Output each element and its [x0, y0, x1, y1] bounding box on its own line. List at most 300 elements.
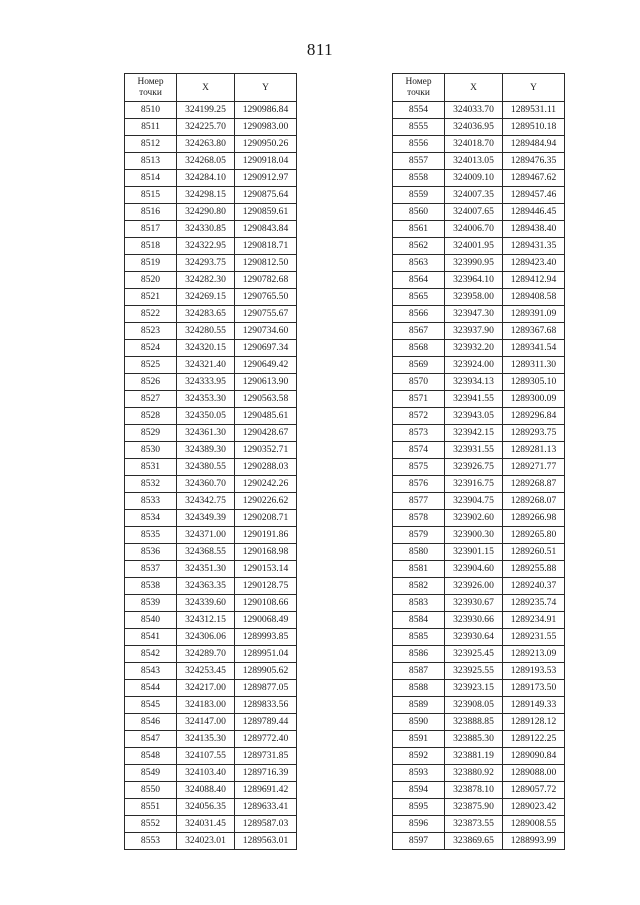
table-row — [125, 714, 297, 731]
table-row — [125, 289, 297, 306]
point-number-cell: 8518 — [125, 238, 177, 255]
table-row — [125, 374, 297, 391]
point-number-cell: 8510 — [125, 102, 177, 119]
x-coordinate-cell: 324284.10 — [177, 170, 235, 187]
table-row — [393, 102, 565, 119]
point-number-cell: 8588 — [393, 680, 445, 697]
x-coordinate-cell: 324290.80 — [177, 204, 235, 221]
table-row — [125, 595, 297, 612]
y-coordinate-cell: 1289833.56 — [235, 697, 297, 714]
y-coordinate-cell: 1290649.42 — [235, 357, 297, 374]
point-number-cell: 8512 — [125, 136, 177, 153]
point-number-cell: 8536 — [125, 544, 177, 561]
table-row — [125, 731, 297, 748]
x-coordinate-cell: 324217.00 — [177, 680, 235, 697]
point-number-cell: 8523 — [125, 323, 177, 340]
x-coordinate-cell: 324339.60 — [177, 595, 235, 612]
point-number-cell: 8571 — [393, 391, 445, 408]
y-coordinate-cell: 1289691.42 — [235, 782, 297, 799]
x-coordinate-cell: 324135.30 — [177, 731, 235, 748]
x-coordinate-cell: 323964.10 — [445, 272, 503, 289]
point-number-cell: 8595 — [393, 799, 445, 816]
x-coordinate-cell: 324033.70 — [445, 102, 503, 119]
y-coordinate-cell: 1289457.46 — [503, 187, 565, 204]
x-coordinate-cell: 324320.15 — [177, 340, 235, 357]
y-coordinate-cell: 1289993.85 — [235, 629, 297, 646]
point-number-cell: 8579 — [393, 527, 445, 544]
point-number-cell: 8532 — [125, 476, 177, 493]
x-coordinate-cell: 324263.80 — [177, 136, 235, 153]
point-number-cell: 8515 — [125, 187, 177, 204]
table-row — [393, 714, 565, 731]
y-coordinate-cell: 1290352.71 — [235, 442, 297, 459]
point-number-cell: 8596 — [393, 816, 445, 833]
y-coordinate-cell: 1290242.26 — [235, 476, 297, 493]
table-row — [125, 255, 297, 272]
point-number-cell: 8519 — [125, 255, 177, 272]
point-number-cell: 8542 — [125, 646, 177, 663]
table-row — [393, 493, 565, 510]
y-header: Y — [235, 74, 297, 102]
y-coordinate-cell: 1290168.98 — [235, 544, 297, 561]
table-row — [125, 476, 297, 493]
y-coordinate-cell: 1290226.62 — [235, 493, 297, 510]
y-coordinate-cell: 1290918.04 — [235, 153, 297, 170]
x-coordinate-cell: 323916.75 — [445, 476, 503, 493]
coordinates-table-left — [124, 73, 297, 850]
table-row — [125, 153, 297, 170]
y-coordinate-cell: 1288993.99 — [503, 833, 565, 850]
x-coordinate-cell: 323930.66 — [445, 612, 503, 629]
coordinates-table-right-body — [393, 102, 565, 850]
x-coordinate-cell: 323947.30 — [445, 306, 503, 323]
table-row — [125, 782, 297, 799]
page-number: 811 — [306, 40, 334, 59]
table-row — [393, 153, 565, 170]
point-number-cell: 8557 — [393, 153, 445, 170]
point-number-cell: 8574 — [393, 442, 445, 459]
table-row — [393, 595, 565, 612]
point-number-cell: 8553 — [125, 833, 177, 850]
x-coordinate-cell: 324225.70 — [177, 119, 235, 136]
x-coordinate-cell: 324293.75 — [177, 255, 235, 272]
point-number-cell: 8594 — [393, 782, 445, 799]
table-row — [125, 272, 297, 289]
x-coordinate-cell: 324103.40 — [177, 765, 235, 782]
point-number-cell: 8583 — [393, 595, 445, 612]
point-number-cell: 8549 — [125, 765, 177, 782]
point-number-cell: 8533 — [125, 493, 177, 510]
y-coordinate-cell: 1289484.94 — [503, 136, 565, 153]
x-coordinate-cell: 323880.92 — [445, 765, 503, 782]
x-coordinate-cell: 324009.10 — [445, 170, 503, 187]
point-number-header — [393, 74, 445, 102]
x-coordinate-cell: 324007.35 — [445, 187, 503, 204]
x-coordinate-cell: 323878.10 — [445, 782, 503, 799]
y-coordinate-cell: 1290108.66 — [235, 595, 297, 612]
point-number-cell: 8587 — [393, 663, 445, 680]
x-coordinate-cell: 324351.30 — [177, 561, 235, 578]
table-row — [393, 204, 565, 221]
y-coordinate-cell: 1289128.12 — [503, 714, 565, 731]
point-number-cell: 8585 — [393, 629, 445, 646]
y-coordinate-cell: 1289008.55 — [503, 816, 565, 833]
y-coordinate-cell: 1289266.98 — [503, 510, 565, 527]
table-row — [393, 697, 565, 714]
x-coordinate-cell: 324360.70 — [177, 476, 235, 493]
coordinates-table-right — [392, 73, 565, 850]
table-row — [125, 306, 297, 323]
table-row — [393, 221, 565, 238]
table-row — [393, 272, 565, 289]
table-row — [125, 527, 297, 544]
y-coordinate-cell: 1289311.30 — [503, 357, 565, 374]
x-coordinate-cell: 323990.95 — [445, 255, 503, 272]
point-number-cell: 8530 — [125, 442, 177, 459]
x-coordinate-cell: 323930.67 — [445, 595, 503, 612]
x-coordinate-cell: 323930.64 — [445, 629, 503, 646]
y-coordinate-cell: 1289122.25 — [503, 731, 565, 748]
table-row — [125, 578, 297, 595]
table-row — [393, 833, 565, 850]
point-number-cell: 8522 — [125, 306, 177, 323]
table-row — [125, 765, 297, 782]
table-row — [125, 748, 297, 765]
y-coordinate-cell: 1290485.61 — [235, 408, 297, 425]
y-coordinate-cell: 1289731.85 — [235, 748, 297, 765]
table-row — [125, 510, 297, 527]
x-coordinate-cell: 324353.30 — [177, 391, 235, 408]
table-row — [393, 748, 565, 765]
point-number-cell: 8524 — [125, 340, 177, 357]
point-number-cell: 8569 — [393, 357, 445, 374]
point-number-cell: 8563 — [393, 255, 445, 272]
table-row — [125, 408, 297, 425]
table-row — [393, 255, 565, 272]
x-coordinate-cell: 324023.01 — [177, 833, 235, 850]
point-number-cell: 8541 — [125, 629, 177, 646]
y-coordinate-cell: 1290986.84 — [235, 102, 297, 119]
y-coordinate-cell: 1290428.67 — [235, 425, 297, 442]
y-coordinate-cell: 1289090.84 — [503, 748, 565, 765]
point-number-cell: 8528 — [125, 408, 177, 425]
point-number-cell: 8570 — [393, 374, 445, 391]
x-coordinate-cell: 323885.30 — [445, 731, 503, 748]
x-coordinate-cell: 323881.19 — [445, 748, 503, 765]
table-row — [125, 697, 297, 714]
table-row — [125, 816, 297, 833]
y-coordinate-cell: 1290191.86 — [235, 527, 297, 544]
point-number-cell: 8564 — [393, 272, 445, 289]
table-row — [393, 799, 565, 816]
point-number-header-line1: Номер — [137, 76, 164, 87]
point-number-cell: 8552 — [125, 816, 177, 833]
table-row — [393, 136, 565, 153]
x-coordinate-cell: 324056.35 — [177, 799, 235, 816]
y-coordinate-cell: 1289716.39 — [235, 765, 297, 782]
table-row — [393, 816, 565, 833]
table-row — [125, 799, 297, 816]
y-coordinate-cell: 1289265.80 — [503, 527, 565, 544]
x-coordinate-cell: 324007.65 — [445, 204, 503, 221]
x-coordinate-cell: 324001.95 — [445, 238, 503, 255]
point-number-header-line1: Номер — [405, 76, 432, 87]
table-row — [125, 170, 297, 187]
point-number-cell: 8573 — [393, 425, 445, 442]
table-row — [125, 340, 297, 357]
x-coordinate-cell: 323958.00 — [445, 289, 503, 306]
y-coordinate-cell: 1289234.91 — [503, 612, 565, 629]
coordinates-table-left-body — [125, 102, 297, 850]
y-coordinate-cell: 1289213.09 — [503, 646, 565, 663]
table-row — [125, 544, 297, 561]
point-number-cell: 8531 — [125, 459, 177, 476]
point-number-cell: 8511 — [125, 119, 177, 136]
x-coordinate-cell: 323932.20 — [445, 340, 503, 357]
table-row — [393, 646, 565, 663]
point-number-cell: 8593 — [393, 765, 445, 782]
point-number-cell: 8513 — [125, 153, 177, 170]
table-row — [125, 238, 297, 255]
x-coordinate-cell: 323934.13 — [445, 374, 503, 391]
x-coordinate-cell: 324322.95 — [177, 238, 235, 255]
x-coordinate-cell: 324342.75 — [177, 493, 235, 510]
table-row — [393, 612, 565, 629]
y-coordinate-cell: 1290613.90 — [235, 374, 297, 391]
y-coordinate-cell: 1289305.10 — [503, 374, 565, 391]
x-coordinate-cell: 324289.70 — [177, 646, 235, 663]
point-number-header-line2: точки — [407, 87, 430, 98]
point-number-cell: 8527 — [125, 391, 177, 408]
y-coordinate-cell: 1289438.40 — [503, 221, 565, 238]
x-coordinate-cell: 324280.55 — [177, 323, 235, 340]
point-number-cell: 8539 — [125, 595, 177, 612]
table-row — [393, 578, 565, 595]
x-coordinate-cell: 324006.70 — [445, 221, 503, 238]
y-coordinate-cell: 1289281.13 — [503, 442, 565, 459]
y-coordinate-cell: 1289341.54 — [503, 340, 565, 357]
table-row — [393, 323, 565, 340]
x-coordinate-cell: 323931.55 — [445, 442, 503, 459]
y-coordinate-cell: 1289951.04 — [235, 646, 297, 663]
y-coordinate-cell: 1289633.41 — [235, 799, 297, 816]
y-coordinate-cell: 1289367.68 — [503, 323, 565, 340]
table-row — [393, 527, 565, 544]
y-coordinate-cell: 1290782.68 — [235, 272, 297, 289]
x-coordinate-cell: 324312.15 — [177, 612, 235, 629]
y-coordinate-cell: 1290563.58 — [235, 391, 297, 408]
y-coordinate-cell: 1289300.09 — [503, 391, 565, 408]
y-coordinate-cell: 1290208.71 — [235, 510, 297, 527]
point-number-cell: 8576 — [393, 476, 445, 493]
point-number-cell: 8546 — [125, 714, 177, 731]
point-number-cell: 8590 — [393, 714, 445, 731]
table-row — [393, 187, 565, 204]
x-coordinate-cell: 324380.55 — [177, 459, 235, 476]
point-number-cell: 8566 — [393, 306, 445, 323]
y-coordinate-cell: 1289271.77 — [503, 459, 565, 476]
point-number-cell: 8582 — [393, 578, 445, 595]
y-coordinate-cell: 1290843.84 — [235, 221, 297, 238]
table-row — [125, 323, 297, 340]
x-coordinate-cell: 324269.15 — [177, 289, 235, 306]
y-coordinate-cell: 1289296.84 — [503, 408, 565, 425]
x-coordinate-cell: 324018.70 — [445, 136, 503, 153]
x-coordinate-cell: 323923.15 — [445, 680, 503, 697]
point-number-cell: 8567 — [393, 323, 445, 340]
point-number-cell: 8575 — [393, 459, 445, 476]
y-coordinate-cell: 1289149.33 — [503, 697, 565, 714]
x-coordinate-cell: 323937.90 — [445, 323, 503, 340]
point-number-header-line2: точки — [139, 87, 162, 98]
y-coordinate-cell: 1290983.00 — [235, 119, 297, 136]
point-number-cell: 8545 — [125, 697, 177, 714]
table-row — [125, 612, 297, 629]
point-number-cell: 8537 — [125, 561, 177, 578]
y-coordinate-cell: 1290859.61 — [235, 204, 297, 221]
x-coordinate-cell: 324361.30 — [177, 425, 235, 442]
x-coordinate-cell: 324349.39 — [177, 510, 235, 527]
y-coordinate-cell: 1289467.62 — [503, 170, 565, 187]
x-coordinate-cell: 324031.45 — [177, 816, 235, 833]
y-coordinate-cell: 1289531.11 — [503, 102, 565, 119]
y-coordinate-cell: 1289260.51 — [503, 544, 565, 561]
table-row — [125, 187, 297, 204]
y-coordinate-cell: 1289587.03 — [235, 816, 297, 833]
y-coordinate-cell: 1289391.09 — [503, 306, 565, 323]
y-coordinate-cell: 1290288.03 — [235, 459, 297, 476]
y-coordinate-cell: 1290765.50 — [235, 289, 297, 306]
point-number-cell: 8559 — [393, 187, 445, 204]
point-number-cell: 8520 — [125, 272, 177, 289]
point-number-cell: 8554 — [393, 102, 445, 119]
x-coordinate-cell: 323875.90 — [445, 799, 503, 816]
x-coordinate-cell: 323941.55 — [445, 391, 503, 408]
table-row — [125, 425, 297, 442]
y-coordinate-cell: 1289235.74 — [503, 595, 565, 612]
x-coordinate-cell: 324088.40 — [177, 782, 235, 799]
x-coordinate-cell: 324371.00 — [177, 527, 235, 544]
point-number-cell: 8534 — [125, 510, 177, 527]
table-row — [393, 663, 565, 680]
point-number-cell: 8561 — [393, 221, 445, 238]
point-number-cell: 8558 — [393, 170, 445, 187]
point-number-cell: 8568 — [393, 340, 445, 357]
x-coordinate-cell: 323888.85 — [445, 714, 503, 731]
x-coordinate-cell: 324350.05 — [177, 408, 235, 425]
x-coordinate-cell: 324199.25 — [177, 102, 235, 119]
table-row — [393, 544, 565, 561]
table-row — [393, 238, 565, 255]
y-coordinate-cell: 1289057.72 — [503, 782, 565, 799]
y-coordinate-cell: 1289772.40 — [235, 731, 297, 748]
table-row — [393, 119, 565, 136]
y-coordinate-cell: 1290812.50 — [235, 255, 297, 272]
table-row — [393, 442, 565, 459]
x-coordinate-cell: 324283.65 — [177, 306, 235, 323]
x-coordinate-cell: 324268.05 — [177, 153, 235, 170]
y-coordinate-cell: 1289088.00 — [503, 765, 565, 782]
point-number-cell: 8556 — [393, 136, 445, 153]
x-header: X — [445, 74, 503, 102]
y-coordinate-cell: 1290755.67 — [235, 306, 297, 323]
x-coordinate-cell: 323942.15 — [445, 425, 503, 442]
point-number-cell: 8572 — [393, 408, 445, 425]
table-row — [125, 646, 297, 663]
point-number-cell: 8516 — [125, 204, 177, 221]
y-coordinate-cell: 1289431.35 — [503, 238, 565, 255]
x-coordinate-cell: 324321.40 — [177, 357, 235, 374]
table-row — [393, 374, 565, 391]
point-number-cell: 8584 — [393, 612, 445, 629]
table-header-row — [393, 74, 565, 102]
y-coordinate-cell: 1289293.75 — [503, 425, 565, 442]
table-row — [393, 306, 565, 323]
table-row — [393, 680, 565, 697]
table-row — [393, 510, 565, 527]
x-coordinate-cell: 323902.60 — [445, 510, 503, 527]
point-number-cell: 8535 — [125, 527, 177, 544]
x-coordinate-cell: 323901.15 — [445, 544, 503, 561]
table-row — [393, 629, 565, 646]
x-coordinate-cell: 323904.75 — [445, 493, 503, 510]
point-number-cell: 8586 — [393, 646, 445, 663]
table-row — [393, 476, 565, 493]
x-coordinate-cell: 324147.00 — [177, 714, 235, 731]
x-coordinate-cell: 323869.65 — [445, 833, 503, 850]
point-number-cell: 8555 — [393, 119, 445, 136]
table-row — [125, 204, 297, 221]
point-number-cell: 8547 — [125, 731, 177, 748]
x-coordinate-cell: 323908.05 — [445, 697, 503, 714]
point-number-cell: 8562 — [393, 238, 445, 255]
point-number-cell: 8581 — [393, 561, 445, 578]
x-coordinate-cell: 324330.85 — [177, 221, 235, 238]
y-coordinate-cell: 1289173.50 — [503, 680, 565, 697]
y-coordinate-cell: 1289255.88 — [503, 561, 565, 578]
point-number-header — [125, 74, 177, 102]
table-row — [125, 136, 297, 153]
y-coordinate-cell: 1290818.71 — [235, 238, 297, 255]
table-row — [125, 221, 297, 238]
point-number-cell: 8526 — [125, 374, 177, 391]
table-row — [393, 765, 565, 782]
table-row — [393, 561, 565, 578]
table-row — [125, 442, 297, 459]
y-coordinate-cell: 1290734.60 — [235, 323, 297, 340]
y-coordinate-cell: 1289193.53 — [503, 663, 565, 680]
point-number-cell: 8565 — [393, 289, 445, 306]
point-number-cell: 8543 — [125, 663, 177, 680]
y-coordinate-cell: 1290950.26 — [235, 136, 297, 153]
x-coordinate-cell: 324183.00 — [177, 697, 235, 714]
y-coordinate-cell: 1289023.42 — [503, 799, 565, 816]
point-number-cell: 8592 — [393, 748, 445, 765]
y-coordinate-cell: 1289408.58 — [503, 289, 565, 306]
table-row — [125, 629, 297, 646]
x-coordinate-cell: 324333.95 — [177, 374, 235, 391]
table-row — [393, 357, 565, 374]
point-number-cell: 8525 — [125, 357, 177, 374]
point-number-cell: 8544 — [125, 680, 177, 697]
point-number-cell: 8521 — [125, 289, 177, 306]
y-coordinate-cell: 1290153.14 — [235, 561, 297, 578]
x-coordinate-cell: 324368.55 — [177, 544, 235, 561]
table-row — [393, 391, 565, 408]
table-header-row — [125, 74, 297, 102]
x-coordinate-cell: 324298.15 — [177, 187, 235, 204]
x-coordinate-cell: 324282.30 — [177, 272, 235, 289]
